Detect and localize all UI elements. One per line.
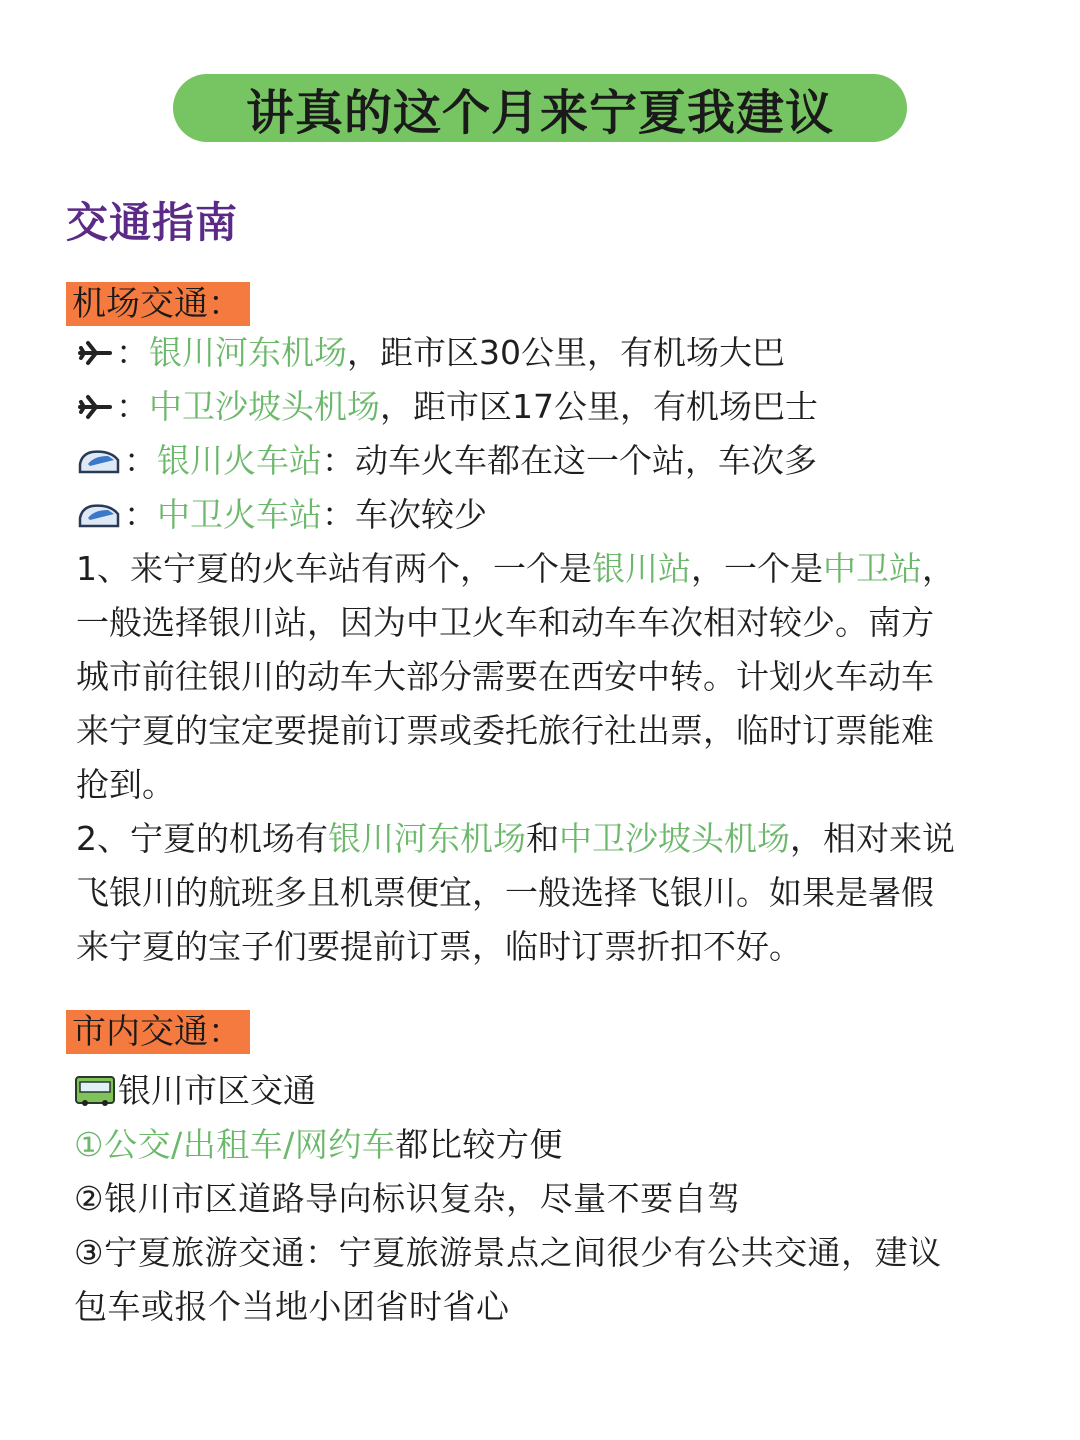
airport-list bbox=[76, 326, 1016, 974]
train-icon bbox=[76, 446, 122, 476]
bus-title: 银川市区交通 bbox=[118, 1071, 316, 1110]
section-title: 交通指南 bbox=[66, 198, 239, 247]
bus-icon bbox=[74, 1074, 116, 1108]
airport-name: 中卫沙坡头机场 bbox=[149, 387, 380, 426]
station-detail: ：车次较少 bbox=[322, 495, 487, 534]
transport-options: ①公交/出租车/网约车 bbox=[74, 1125, 396, 1164]
title-banner bbox=[173, 74, 907, 142]
airplane-icon bbox=[76, 392, 114, 422]
station-name: 中卫火车站 bbox=[157, 495, 322, 534]
list-item: ①公交/出租车/网约车 都比较方便 bbox=[74, 1118, 1014, 1172]
list-item: ： 银川火车站 ：动车火车都在这一个站，车次多 bbox=[76, 434, 1016, 488]
airport-heading: 机场交通： bbox=[66, 282, 250, 326]
airport-detail: ，距市区17公里，有机场巴士 bbox=[380, 387, 818, 426]
list-item: ③宁夏旅游交通：宁夏旅游景点之间很少有公共交通，建议 bbox=[74, 1233, 942, 1272]
city-heading: 市内交通： bbox=[66, 1010, 250, 1054]
city-list bbox=[74, 1064, 1014, 1334]
paragraph-airport: 2、宁夏的机场有银川河东机场和中卫沙坡头机场，相对来说 飞银川的航班多且机票便宜，一般选择飞银川。如果是暑假 来宁夏的宝子们要提前订票，临时订票折扣不好。 bbox=[76, 819, 955, 966]
list-item: ②银川市区道路导向标识复杂，尽量不要自驾 bbox=[74, 1179, 741, 1218]
train-icon bbox=[76, 500, 122, 530]
paragraph-train: 1、来宁夏的火车站有两个，一个是银川站，一个是中卫站， 一般选择银川站，因为中卫火车和动车车次相对较少。南方 城市前往银川的动车大部分需要在西安中转。计划火车动车 来宁夏的宝定要提前订票或委托旅行社出票，临时订票能难 抢到。 bbox=[76, 549, 955, 804]
station-detail: ：动车火车都在这一个站，车次多 bbox=[322, 441, 817, 480]
list-item: ： 中卫火车站 ：车次较少 bbox=[76, 488, 1016, 542]
list-item bbox=[74, 1064, 1014, 1118]
list-item: 包车或报个当地小团省时省心 bbox=[74, 1287, 510, 1326]
page-title: 讲真的这个月来宁夏我建议 bbox=[245, 84, 834, 141]
airport-detail: ，距市区30公里，有机场大巴 bbox=[347, 333, 785, 372]
list-item: ： 中卫沙坡头机场 ，距市区17公里，有机场巴士 bbox=[76, 380, 1016, 434]
list-item: ： 银川河东机场 ，距市区30公里，有机场大巴 bbox=[76, 326, 1016, 380]
station-name: 银川火车站 bbox=[157, 441, 322, 480]
airplane-icon bbox=[76, 338, 114, 368]
airport-name: 银川河东机场 bbox=[149, 333, 347, 372]
